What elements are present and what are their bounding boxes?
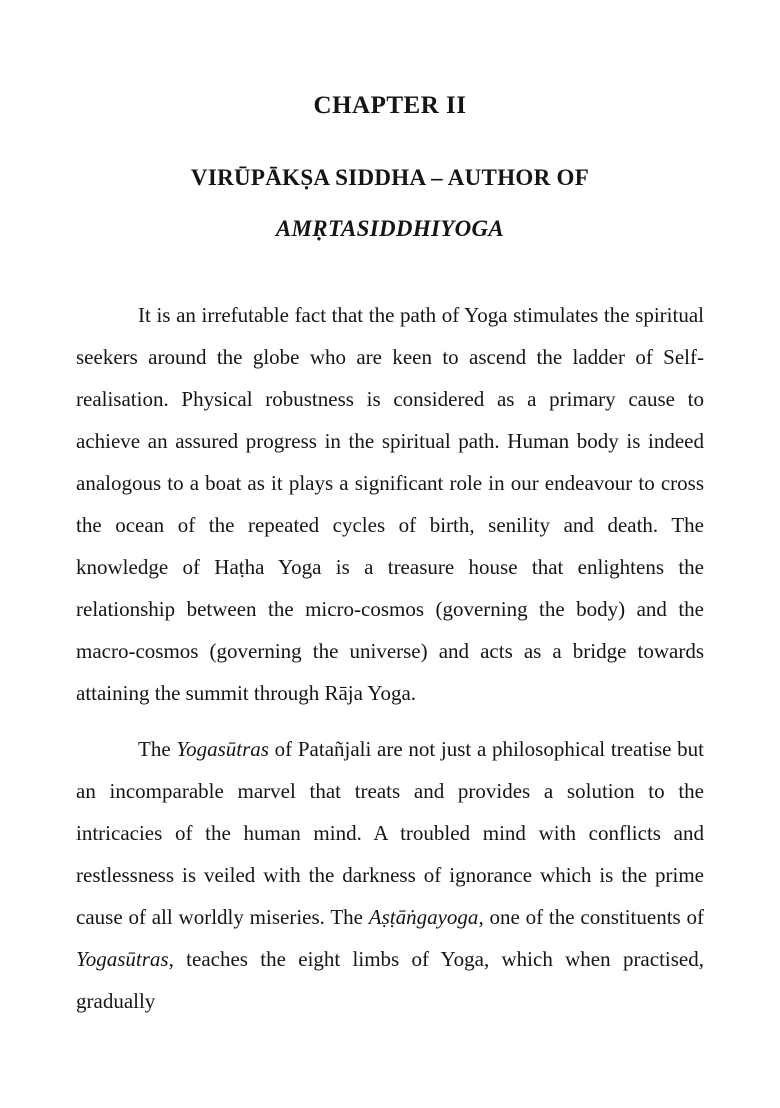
text-run: , one of the constituents of: [478, 905, 704, 929]
body-text: [76, 294, 704, 1022]
section-heading-line2: AMṚTASIDDHIYOGA: [275, 216, 505, 241]
text-run: , teaches the eight limbs of Yoga, which when practised, gradually: [76, 947, 704, 1013]
text-run: Yogasūtras: [76, 947, 169, 971]
text-run: It is an irrefutable fact that the path of Yoga stimulates the spiritual seekers around the globe who are keen to ascend the ladder of Self-realisation. Physical robustness is considered as a primary cause to achieve an assured progress in the spiritual path. Human body is indeed analogous to a boat as it plays a significant role in our endeavour to cross the ocean of the repeated cycles of birth, senility and death. The knowledge of Haṭha Yoga is a treasure house that enlightens the relationship between the micro-cosmos (governing the body) and the macro-cosmos (governing the universe) and acts as a bridge towards attaining the summit through Rāja Yoga.: [76, 303, 704, 705]
paragraph: [76, 728, 704, 1022]
text-run: The: [138, 737, 177, 761]
paragraph: [76, 294, 704, 714]
section-heading-line1: VIRŪPĀKṢA SIDDHA – AUTHOR OF: [190, 165, 590, 190]
text-run: Yogasūtras: [176, 737, 269, 761]
text-run: of Patañjali are not just a philosophical treatise but an incomparable marvel that treats and provides a solution to the intricacies of the human mind. A troubled mind with conflicts and restlessness is veiled with the darkness of ignorance which is the prime cause of all worldly miseries. The: [76, 737, 704, 929]
text-run: Aṣṭāṅgayoga: [368, 905, 479, 929]
section-heading: [76, 152, 704, 254]
chapter-title: CHAPTER II: [313, 92, 467, 119]
